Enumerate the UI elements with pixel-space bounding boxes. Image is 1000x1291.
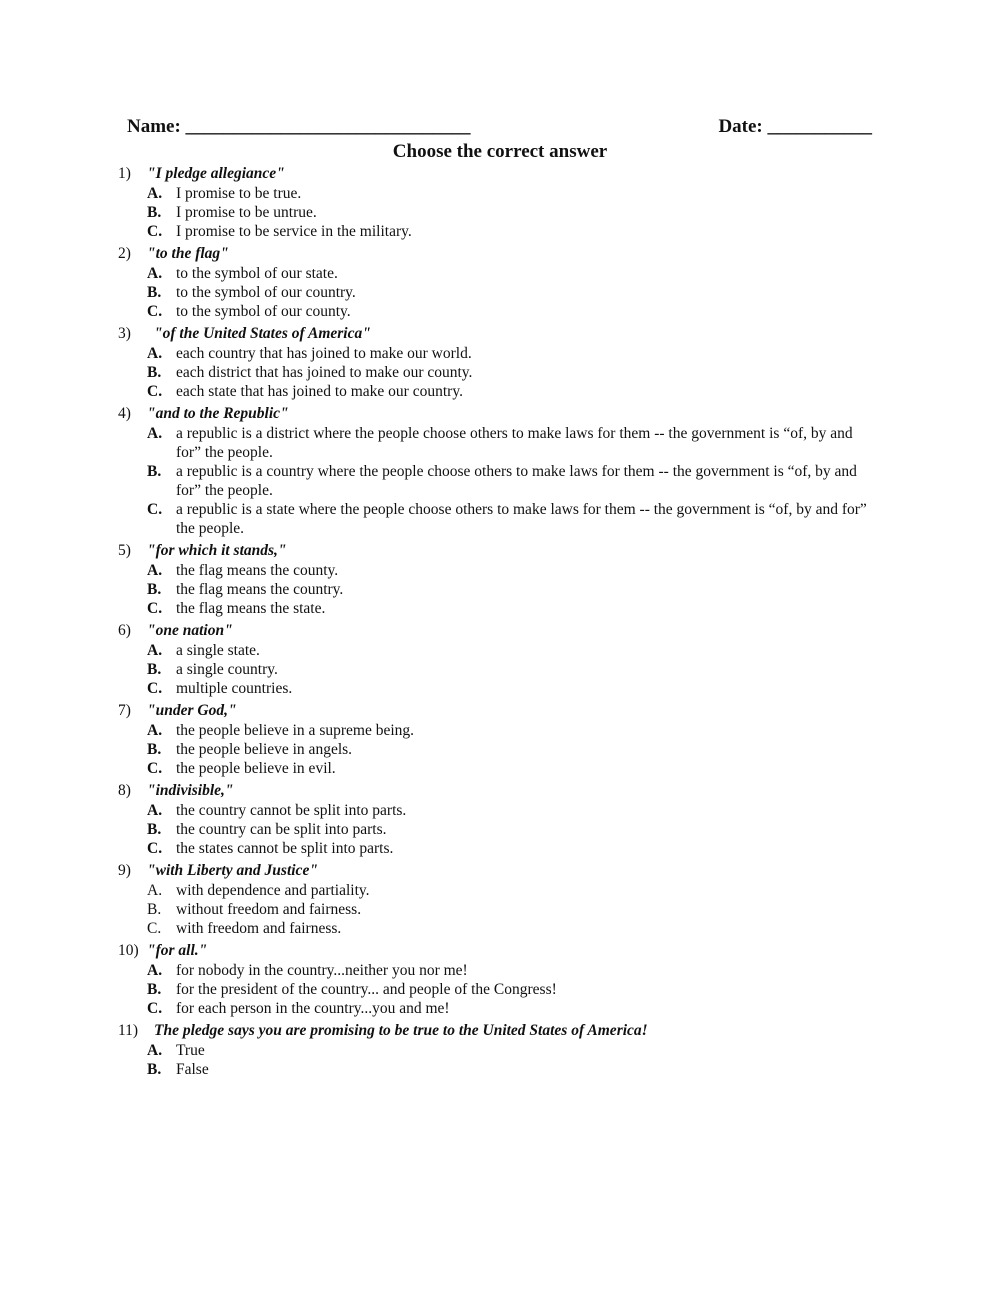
option-c[interactable] <box>118 222 878 241</box>
option-a[interactable] <box>118 344 878 363</box>
option-letter: A. <box>147 425 163 442</box>
option-letter: B. <box>147 581 162 598</box>
option-c[interactable] <box>118 500 878 538</box>
option-text: a republic is a country where the people choose others to make laws for them -- the government is “of, by and for” the people. <box>176 463 857 499</box>
question-8 <box>118 780 878 858</box>
option-letter: C. <box>147 383 163 400</box>
option-letter: B. <box>147 741 162 758</box>
question-text: "with Liberty and Justice" <box>147 862 318 879</box>
option-letter: B. <box>147 284 162 301</box>
question-number: 5) <box>118 542 131 559</box>
question-list <box>118 163 878 1079</box>
option-c[interactable] <box>118 679 878 698</box>
option-letter: A. <box>147 802 163 819</box>
option-b[interactable] <box>118 660 878 679</box>
question-number: 3) <box>118 325 131 342</box>
option-letter: B. <box>147 364 162 381</box>
option-letter: C. <box>147 223 163 240</box>
option-letter: A. <box>147 185 163 202</box>
question-number: 11) <box>118 1022 139 1039</box>
option-text: I promise to be service in the military. <box>176 223 412 240</box>
question-number: 9) <box>118 862 131 879</box>
option-text: the people believe in evil. <box>176 760 336 777</box>
instructions-heading: Choose the correct answer <box>392 141 608 162</box>
option-b[interactable] <box>118 203 878 222</box>
option-text: the people believe in a supreme being. <box>176 722 415 739</box>
option-letter: A. <box>147 722 163 739</box>
option-letter: A. <box>147 265 163 282</box>
option-text: True <box>176 1042 205 1059</box>
option-text: the people believe in angels. <box>176 741 353 758</box>
question-text: "for all." <box>147 942 208 959</box>
option-c[interactable] <box>118 759 878 778</box>
question-7 <box>118 700 878 778</box>
option-a[interactable] <box>118 881 878 900</box>
option-text: each district that has joined to make our county. <box>176 364 473 381</box>
option-letter: C. <box>147 840 163 857</box>
option-letter: C. <box>147 303 163 320</box>
question-text: "indivisible," <box>147 782 234 799</box>
question-5 <box>118 540 878 618</box>
option-text: to the symbol of our state. <box>176 265 338 282</box>
question-1 <box>118 163 878 241</box>
header-row <box>127 116 872 142</box>
option-text: I promise to be untrue. <box>176 204 317 221</box>
question-2 <box>118 243 878 321</box>
option-text: a single state. <box>176 642 260 659</box>
option-a[interactable] <box>118 424 878 462</box>
option-text: for nobody in the country...neither you nor me! <box>176 962 468 979</box>
question-3 <box>118 323 878 401</box>
question-text: "and to the Republic" <box>147 405 289 422</box>
question-number: 7) <box>118 702 131 719</box>
question-text: "I pledge allegiance" <box>147 165 285 182</box>
option-letter: C. <box>147 1000 163 1017</box>
option-letter: A. <box>147 642 163 659</box>
question-text: "one nation" <box>147 622 233 639</box>
question-10 <box>118 940 878 1018</box>
option-letter: A. <box>147 882 163 899</box>
option-letter: B. <box>147 204 162 221</box>
option-letter: B. <box>147 463 162 480</box>
question-text: The pledge says you are promising to be true to the United States of America! <box>154 1022 648 1039</box>
option-text: the flag means the state. <box>176 600 326 617</box>
option-letter: A. <box>147 345 163 362</box>
option-text: False <box>176 1061 209 1078</box>
option-a[interactable] <box>118 264 878 283</box>
option-text: multiple countries. <box>176 680 293 697</box>
option-text: with freedom and fairness. <box>176 920 342 937</box>
date-field-label: Date: ___________ <box>718 116 872 137</box>
option-text: to the symbol of our country. <box>176 284 356 301</box>
question-6 <box>118 620 878 698</box>
option-a[interactable] <box>118 721 878 740</box>
question-number: 1) <box>118 165 131 182</box>
option-a[interactable] <box>118 641 878 660</box>
option-letter: C. <box>147 760 163 777</box>
option-c[interactable] <box>118 302 878 321</box>
option-a[interactable] <box>118 1041 878 1060</box>
option-letter: A. <box>147 962 163 979</box>
option-text: the states cannot be split into parts. <box>176 840 394 857</box>
option-text: I promise to be true. <box>176 185 302 202</box>
option-text: to the symbol of our county. <box>176 303 351 320</box>
option-a[interactable] <box>118 801 878 820</box>
option-a[interactable] <box>118 961 878 980</box>
option-text: with dependence and partiality. <box>176 882 370 899</box>
option-letter: B. <box>147 981 162 998</box>
option-text: for each person in the country...you and me! <box>176 1000 450 1017</box>
question-text: "to the flag" <box>147 245 229 262</box>
question-text: "for which it stands," <box>147 542 287 559</box>
option-b[interactable] <box>118 980 878 999</box>
option-a[interactable] <box>118 561 878 580</box>
name-field-label: Name: ______________________________ <box>127 116 471 137</box>
question-number: 10) <box>118 942 139 959</box>
option-b[interactable] <box>118 900 878 919</box>
option-c[interactable] <box>118 999 878 1018</box>
question-4 <box>118 403 878 538</box>
option-text: the flag means the county. <box>176 562 339 579</box>
option-text: a single country. <box>176 661 278 678</box>
option-text: the country can be split into parts. <box>176 821 387 838</box>
option-text: without freedom and fairness. <box>176 901 362 918</box>
option-letter: C. <box>147 600 163 617</box>
question-number: 6) <box>118 622 131 639</box>
option-letter: B. <box>147 901 162 918</box>
question-number: 8) <box>118 782 131 799</box>
option-a[interactable] <box>118 184 878 203</box>
option-letter: C. <box>147 920 162 937</box>
question-9 <box>118 860 878 938</box>
option-letter: B. <box>147 661 162 678</box>
question-number: 2) <box>118 245 131 262</box>
option-b[interactable] <box>118 462 878 500</box>
option-c[interactable] <box>118 599 878 618</box>
option-c[interactable] <box>118 382 878 401</box>
option-letter: C. <box>147 680 163 697</box>
option-letter: A. <box>147 1042 163 1059</box>
option-letter: B. <box>147 1061 162 1078</box>
option-c[interactable] <box>118 839 878 858</box>
option-b[interactable] <box>118 1060 878 1079</box>
option-text: a republic is a district where the people choose others to make laws for them -- the government is “of, by and for” the people. <box>176 425 853 461</box>
option-b[interactable] <box>118 283 878 302</box>
option-text: the country cannot be split into parts. <box>176 802 407 819</box>
question-text: "under God," <box>147 702 237 719</box>
option-letter: B. <box>147 821 162 838</box>
option-b[interactable] <box>118 740 878 759</box>
option-b[interactable] <box>118 363 878 382</box>
option-text: the flag means the country. <box>176 581 344 598</box>
option-letter: A. <box>147 562 163 579</box>
option-letter: C. <box>147 501 163 518</box>
question-text: "of the United States of America" <box>154 325 371 342</box>
option-text: for the president of the country... and people of the Congress! <box>176 981 557 998</box>
option-text: a republic is a state where the people choose others to make laws for them -- the government is “of, by and for” the people. <box>176 501 867 537</box>
option-text: each country that has joined to make our world. <box>176 345 472 362</box>
option-b[interactable] <box>118 820 878 839</box>
option-text: each state that has joined to make our country. <box>176 383 463 400</box>
question-11 <box>118 1020 878 1079</box>
option-b[interactable] <box>118 580 878 599</box>
option-c[interactable] <box>118 919 878 938</box>
question-number: 4) <box>118 405 131 422</box>
